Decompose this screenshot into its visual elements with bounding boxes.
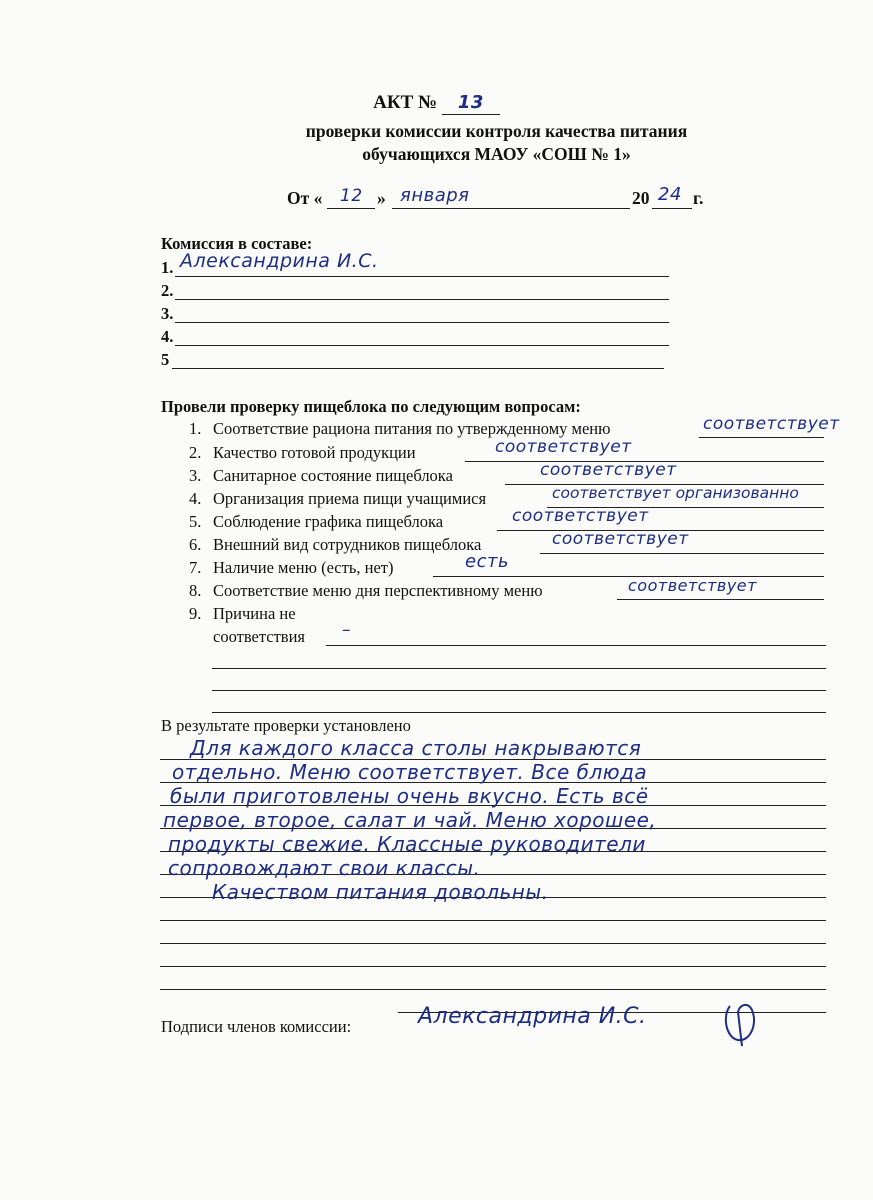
member-number: 4.: [161, 327, 174, 346]
inspection-item-label: Организация приема пищи учащимися: [213, 489, 487, 508]
date-year-end: г.: [693, 188, 704, 208]
inspection-item-number: 4.: [189, 489, 202, 508]
commission-heading: Комиссия в составе:: [161, 234, 313, 253]
result-text-line: сопровождают свои классы.: [168, 856, 481, 880]
date-day: 12: [340, 186, 363, 206]
act-subtitle-line2: обучающихся МАОУ «СОШ № 1»: [362, 144, 631, 164]
inspection-item-label: Соблюдение графика пищеблока: [213, 512, 444, 531]
date-year-suffix: 24: [658, 184, 682, 205]
result-heading: В результате проверки установлено: [161, 716, 411, 735]
result-text-line: были приготовлены очень вкусно. Есть всё: [170, 784, 649, 808]
inspection-item-label: соответствия: [213, 627, 305, 646]
result-text-line: Для каждого класса столы накрываются: [190, 736, 642, 760]
result-text-line: отдельно. Меню соответствует. Все блюда: [172, 760, 648, 784]
inspection-item-number: 8.: [189, 581, 202, 600]
result-text-line: первое, второе, салат и чай. Меню хорошее,: [163, 808, 657, 832]
act-title: [0, 92, 873, 115]
member-number: 5: [161, 350, 170, 369]
inspection-item-label: Причина не: [213, 604, 296, 623]
member-number: 3.: [161, 304, 174, 323]
inspection-item-label: Соответствие меню дня перспективному меню: [213, 581, 543, 600]
inspection-item-number: 7.: [189, 558, 202, 577]
inspection-item-label: Наличие меню (есть, нет): [213, 558, 394, 577]
inspection-item-number: 3.: [189, 466, 202, 485]
inspection-heading: Провели проверку пищеблока по следующим вопросам:: [161, 397, 581, 416]
inspection-item-answer: соответствует: [628, 576, 757, 595]
result-text-line: продукты свежие. Классные руководители: [168, 832, 646, 856]
inspection-item-number: 6.: [189, 535, 202, 554]
inspection-item-label: Санитарное состояние пищеблока: [213, 466, 453, 485]
member-number: 2.: [161, 281, 174, 300]
inspection-item-label: Внешний вид сотрудников пищеблока: [213, 535, 482, 554]
inspection-item-number: 1.: [189, 419, 202, 438]
date-year-prefix: 20: [632, 188, 650, 208]
signatures-label: Подписи членов комиссии:: [161, 1017, 352, 1036]
inspection-item-answer: соответствует: [703, 414, 840, 434]
inspection-item-answer: соответствует: [495, 437, 632, 457]
inspection-item-label: Качество готовой продукции: [213, 443, 416, 462]
inspection-item-number: 2.: [189, 443, 202, 462]
inspection-item-answer: есть: [465, 551, 510, 572]
date-prefix: От «: [287, 188, 323, 208]
member-number: 1.: [161, 258, 174, 277]
act-number: 13: [457, 92, 484, 113]
act-label: АКТ №: [373, 92, 438, 113]
inspection-item-number: 9.: [189, 604, 202, 623]
inspection-item-answer: соответствует: [512, 506, 649, 526]
member-name: Александрина И.С.: [180, 250, 379, 272]
date-month: января: [400, 185, 470, 206]
inspection-item-answer: –: [342, 620, 351, 640]
date-quote-close: »: [377, 188, 386, 208]
inspection-item-answer: соответствует: [540, 460, 677, 480]
inspection-item-label: Соответствие рациона питания по утвержденному меню: [213, 419, 611, 438]
inspection-item-answer: соответствует: [552, 529, 689, 549]
signature-mark-icon: [720, 998, 764, 1048]
act-subtitle-line1: проверки комиссии контроля качества питания: [305, 121, 688, 141]
signature: Александрина И.С.: [418, 1004, 647, 1029]
inspection-item-answer: соответствует организованно: [552, 484, 799, 502]
result-text-line: Качеством питания довольны.: [212, 880, 549, 904]
inspection-item-number: 5.: [189, 512, 202, 531]
